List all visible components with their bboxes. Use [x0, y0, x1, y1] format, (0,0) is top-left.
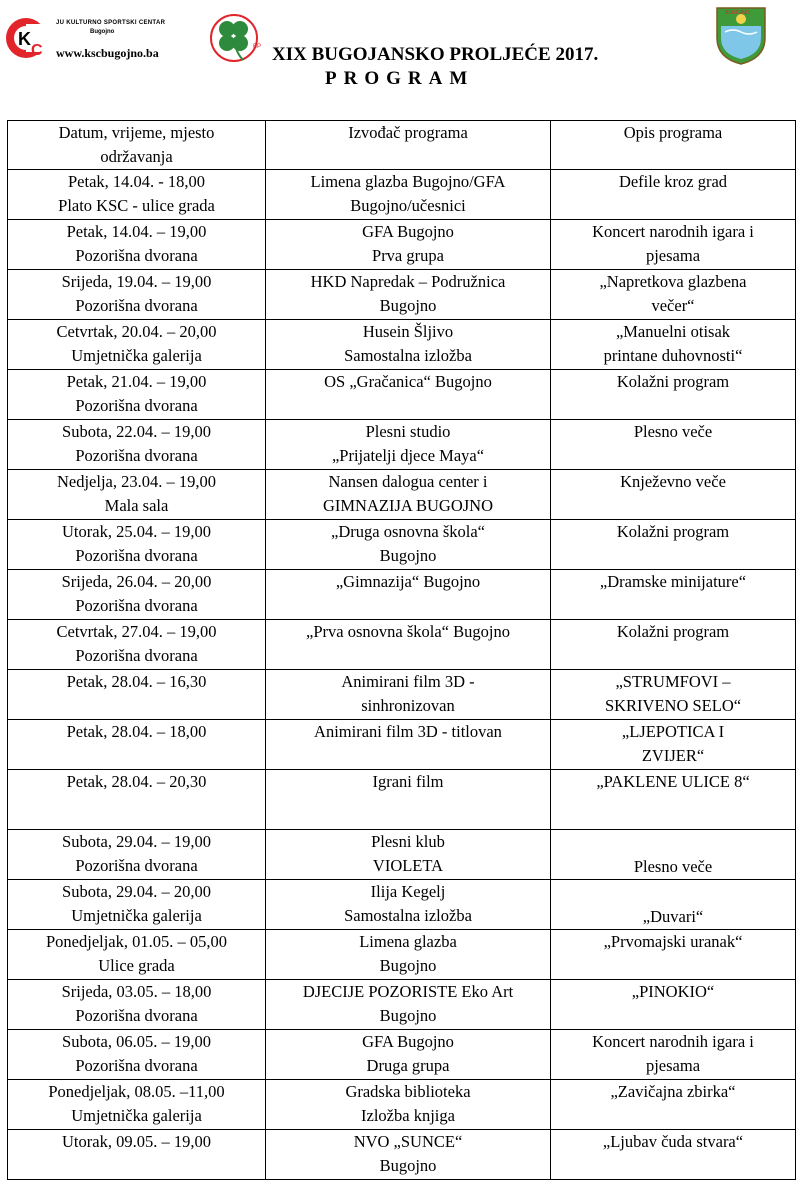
cell-description: Knježevno veče — [551, 470, 796, 520]
cell-date-time-place: Utorak, 25.04. – 19,00 Pozorišna dvorana — [8, 520, 266, 570]
cell-date-time-place: Petak, 28.04. – 20,30 — [8, 770, 266, 830]
cell-date-time-place: Srijeda, 03.05. – 18,00 Pozorišna dvorana — [8, 980, 266, 1030]
cell-performer: Animirani film 3D - sinhronizovan — [266, 670, 551, 720]
cell-date-time-place: Ponedjeljak, 08.05. –11,00 Umjetnička galerija — [8, 1080, 266, 1130]
cell-description: Plesno veče — [551, 830, 796, 880]
table-header-row — [8, 121, 796, 170]
cell-description: Koncert narodnih igara i pjesama — [551, 1030, 796, 1080]
svg-text:C: C — [31, 42, 43, 59]
cell-date-time-place: Cetvrtak, 20.04. – 20,00 Umjetnička galerija — [8, 320, 266, 370]
cell-performer: „Gimnazija“ Bugojno — [266, 570, 551, 620]
cell-performer: Nansen dalogua center i GIMNAZIJA BUGOJNO — [266, 470, 551, 520]
cell-performer: Limena glazba Bugojno/GFA Bugojno/učesnici — [266, 170, 551, 220]
table-row — [8, 1130, 796, 1180]
cell-performer: Plesni studio „Prijatelji djece Maya“ — [266, 420, 551, 470]
ksc-logo-icon — [4, 14, 50, 64]
cell-performer: Ilija Kegelj Samostalna izložba — [266, 880, 551, 930]
cell-date-time-place: Petak, 28.04. – 18,00 — [8, 720, 266, 770]
cell-performer: Animirani film 3D - titlovan — [266, 720, 551, 770]
cell-description: „Prvomajski uranak“ — [551, 930, 796, 980]
cell-date-time-place: Subota, 06.05. – 19,00 Pozorišna dvorana — [8, 1030, 266, 1080]
cell-date-time-place: Srijeda, 19.04. – 19,00 Pozorišna dvorana — [8, 270, 266, 320]
cell-performer: „Druga osnovna škola“ Bugojno — [266, 520, 551, 570]
cell-performer: NVO „SUNCE“ Bugojno — [266, 1130, 551, 1180]
svg-text:K: K — [18, 29, 31, 49]
cell-performer: „Prva osnovna škola“ Bugojno — [266, 620, 551, 670]
table-row — [8, 220, 796, 270]
table-row — [8, 570, 796, 620]
page-subtitle: PROGRAM — [325, 68, 475, 89]
cell-performer: Igrani film — [266, 770, 551, 830]
table-row — [8, 720, 796, 770]
cell-date-time-place: Subota, 29.04. – 19,00 Pozorišna dvorana — [8, 830, 266, 880]
cell-description: Kolažni program — [551, 520, 796, 570]
cell-description: „PAKLENE ULICE 8“ — [551, 770, 796, 830]
bugojno-crest-icon — [713, 4, 769, 66]
cell-date-time-place: Subota, 22.04. – 19,00 Pozorišna dvorana — [8, 420, 266, 470]
cell-performer: HKD Napredak – Podružnica Bugojno — [266, 270, 551, 320]
cell-performer: DJECIJE POZORISTE Eko Art Bugojno — [266, 980, 551, 1030]
table-row — [8, 620, 796, 670]
cell-description: Koncert narodnih igara i pjesama — [551, 220, 796, 270]
table-row — [8, 1030, 796, 1080]
cell-date-time-place: Srijeda, 26.04. – 20,00 Pozorišna dvorana — [8, 570, 266, 620]
header-cell-date-time-place: Datum, vrijeme, mjesto održavanja — [8, 121, 266, 170]
table-row — [8, 670, 796, 720]
cell-description: Kolažni program — [551, 370, 796, 420]
svg-text:BUGOJNO: BUGOJNO — [725, 10, 750, 16]
table-row — [8, 770, 796, 830]
table-row — [8, 370, 796, 420]
program-table — [7, 120, 796, 1180]
cell-date-time-place: Subota, 29.04. – 20,00 Umjetnička galerija — [8, 880, 266, 930]
ksc-website-link[interactable]: www.kscbugojno.ba — [56, 46, 159, 60]
table-row — [8, 520, 796, 570]
cell-date-time-place: Petak, 28.04. – 16,30 — [8, 670, 266, 720]
cell-description: „Dramske minijature“ — [551, 570, 796, 620]
table-row — [8, 420, 796, 470]
ksc-org-name: JU KULTURNO SPORTSKI CENTAR — [56, 20, 166, 26]
header-cell-performer: Izvođač programa — [266, 121, 551, 170]
cell-description: „Zavičajna zbirka“ — [551, 1080, 796, 1130]
table-row — [8, 930, 796, 980]
cell-performer: Plesni klub VIOLETA — [266, 830, 551, 880]
table-row — [8, 880, 796, 930]
cell-date-time-place: Cetvrtak, 27.04. – 19,00 Pozorišna dvorana — [8, 620, 266, 670]
table-row — [8, 1080, 796, 1130]
table-row — [8, 170, 796, 220]
svg-text:BP: BP — [253, 44, 262, 50]
header-cell-description: Opis programa — [551, 121, 796, 170]
clover-logo-icon — [207, 12, 267, 64]
cell-performer: GFA Bugojno Prva grupa — [266, 220, 551, 270]
cell-description: „PINOKIO“ — [551, 980, 796, 1030]
page-header — [0, 0, 800, 120]
cell-description: „Ljubav čuda stvara“ — [551, 1130, 796, 1180]
cell-description: Plesno veče — [551, 420, 796, 470]
cell-date-time-place: Nedjelja, 23.04. – 19,00 Mala sala — [8, 470, 266, 520]
cell-performer: Limena glazba Bugojno — [266, 930, 551, 980]
cell-date-time-place: Petak, 21.04. – 19,00 Pozorišna dvorana — [8, 370, 266, 420]
cell-date-time-place: Ponedjeljak, 01.05. – 05,00 Ulice grada — [8, 930, 266, 980]
table-row — [8, 470, 796, 520]
table-row — [8, 270, 796, 320]
page-title: XIX BUGOJANSKO PROLJEĆE 2017. — [272, 44, 599, 65]
cell-performer: GFA Bugojno Druga grupa — [266, 1030, 551, 1080]
cell-date-time-place: Utorak, 09.05. – 19,00 — [8, 1130, 266, 1180]
ksc-org-town: Bugojno — [90, 29, 115, 35]
cell-description: Kolažni program — [551, 620, 796, 670]
cell-date-time-place: Petak, 14.04. - 18,00 Plato KSC - ulice grada — [8, 170, 266, 220]
table-row — [8, 830, 796, 880]
cell-description: „LJEPOTICA I ZVIJER“ — [551, 720, 796, 770]
cell-performer: OS „Gračanica“ Bugojno — [266, 370, 551, 420]
table-row — [8, 320, 796, 370]
cell-description: „Duvari“ — [551, 880, 796, 930]
cell-performer: Gradska biblioteka Izložba knjiga — [266, 1080, 551, 1130]
cell-performer: Husein Šljivo Samostalna izložba — [266, 320, 551, 370]
cell-description: „Napretkova glazbena večer“ — [551, 270, 796, 320]
cell-date-time-place: Petak, 14.04. – 19,00 Pozorišna dvorana — [8, 220, 266, 270]
table-row — [8, 980, 796, 1030]
cell-description: „Manuelni otisak printane duhovnosti“ — [551, 320, 796, 370]
cell-description: „STRUMFOVI – SKRIVENO SELO“ — [551, 670, 796, 720]
cell-description: Defile kroz grad — [551, 170, 796, 220]
